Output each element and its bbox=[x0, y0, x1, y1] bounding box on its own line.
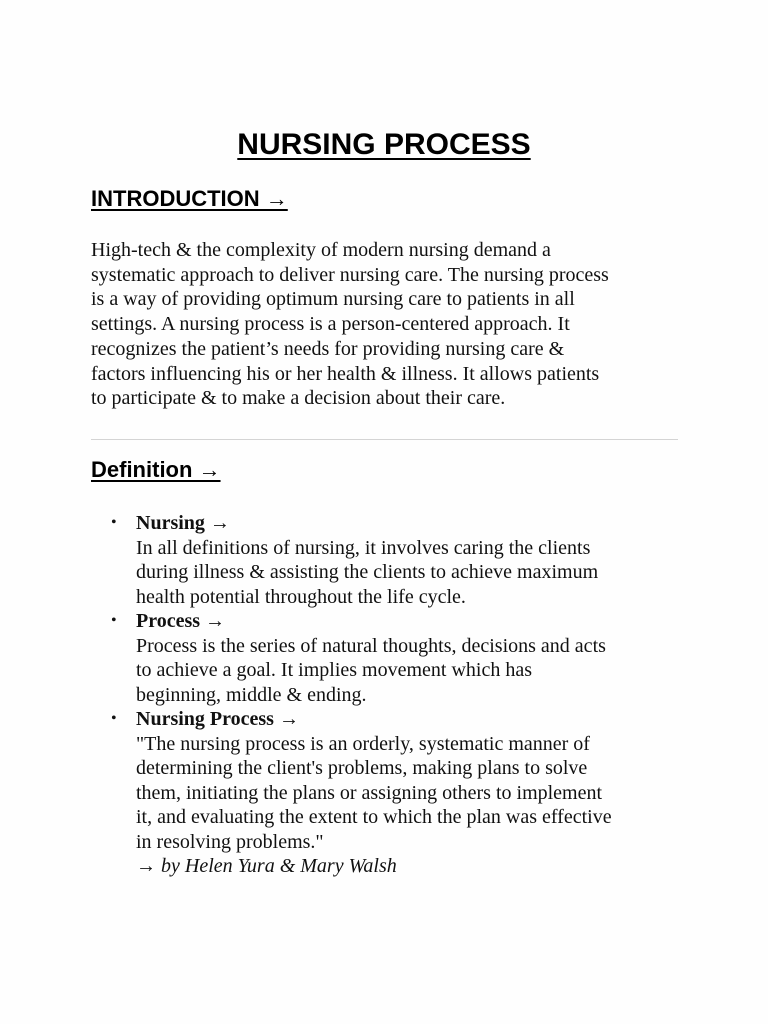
paragraph-line: to participate & to make a decision about their care. bbox=[91, 387, 506, 410]
definition-term: Nursing → bbox=[136, 512, 230, 534]
definition-line: determining the client's problems, making plans to solve bbox=[136, 757, 588, 779]
introduction-paragraph bbox=[91, 238, 691, 411]
definition-term: Process → bbox=[136, 610, 226, 632]
paragraph-line: High-tech & the complexity of modern nursing demand a bbox=[91, 239, 551, 261]
paragraph-line: is a way of providing optimum nursing care to patients in all bbox=[91, 288, 575, 311]
definition-line: Process is the series of natural thoughts, decisions and acts bbox=[136, 634, 606, 657]
definition-line: In all definitions of nursing, it involves caring the clients bbox=[136, 536, 591, 559]
definition-line: beginning, middle & ending. bbox=[136, 683, 367, 706]
bullet-icon: • bbox=[111, 514, 117, 531]
definition-item-nursing bbox=[91, 511, 691, 609]
definition-line: during illness & assisting the clients to achieve maximum bbox=[136, 561, 599, 583]
definition-item-process bbox=[91, 609, 691, 707]
bullet-icon: • bbox=[111, 710, 117, 727]
paragraph-line: systematic approach to deliver nursing care. The nursing process bbox=[91, 263, 609, 286]
definition-line: them, initiating the plans or assigning others to implement bbox=[136, 781, 603, 804]
paragraph-line: settings. A nursing process is a person-centered approach. It bbox=[91, 313, 570, 336]
paragraph-line: recognizes the patient’s needs for providing nursing care & bbox=[91, 337, 565, 360]
introduction-heading: INTRODUCTION → bbox=[91, 186, 288, 211]
quote-attribution: → by Helen Yura & Mary Walsh bbox=[136, 855, 397, 877]
definition-line: health potential throughout the life cycle. bbox=[136, 585, 466, 608]
definition-line: in resolving problems." bbox=[136, 830, 324, 853]
section-divider bbox=[91, 439, 678, 440]
bullet-icon: • bbox=[111, 612, 117, 629]
definition-list bbox=[91, 511, 691, 879]
definition-heading: Definition → bbox=[91, 457, 221, 482]
page-title: NURSING PROCESS bbox=[237, 128, 531, 161]
definition-term: Nursing Process → bbox=[136, 708, 299, 730]
definition-line: "The nursing process is an orderly, systematic manner of bbox=[136, 732, 590, 755]
definition-line: to achieve a goal. It implies movement which has bbox=[136, 659, 532, 681]
paragraph-line: factors influencing his or her health & illness. It allows patients bbox=[91, 362, 600, 385]
definition-item-nursing-process bbox=[91, 707, 691, 879]
definition-line: it, and evaluating the extent to which the plan was effective bbox=[136, 806, 612, 828]
